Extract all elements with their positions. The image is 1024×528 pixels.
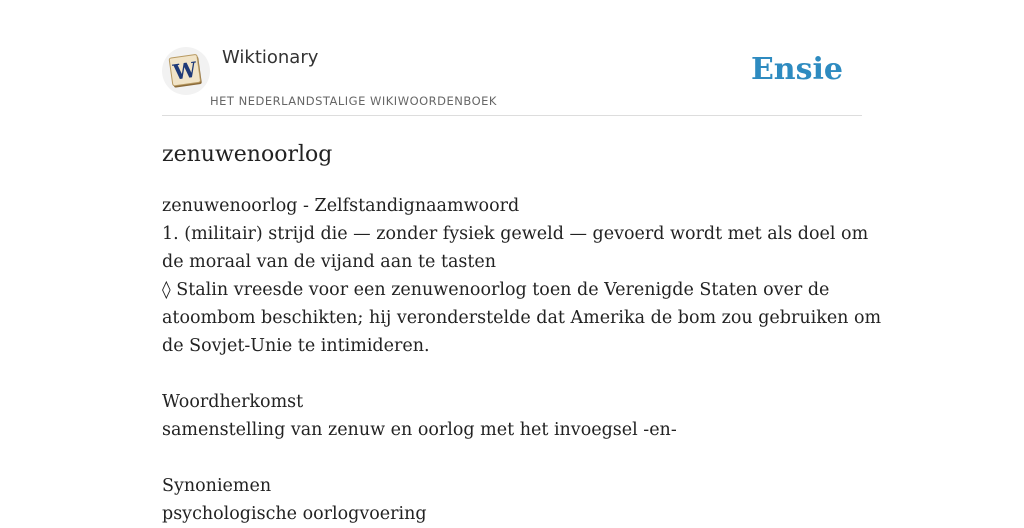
entry-title: zenuwenoorlog — [162, 142, 333, 167]
definition-line: 1. (militair) strijd die — zonder fysiek geweld — gevoerd wordt met als doel om — [162, 224, 869, 244]
wiktionary-logo-icon[interactable] — [162, 47, 210, 95]
etymology-text: samenstelling van zenuw en oorlog met het invoegsel -en- — [162, 420, 677, 440]
synonyms-heading: Synoniemen — [162, 476, 272, 496]
site-name[interactable]: Wiktionary — [222, 47, 319, 68]
entry-content — [162, 192, 882, 528]
logo-tile-icon — [162, 47, 210, 95]
word-type-line: zenuwenoorlog - Zelfstandignaamwoord — [162, 196, 520, 216]
synonyms-text[interactable]: psychologische oorlogvoering — [162, 504, 427, 524]
logo-letter: W — [171, 56, 199, 85]
example-line: atoombom beschikten; hij veronderstelde dat Amerika de bom zou gebruiken om — [162, 308, 882, 328]
example-line: ◊ Stalin vreesde voor een zenuwenoorlog toen de Verenigde Staten over de — [162, 280, 830, 300]
ensie-brand-logo[interactable]: Ensie — [750, 52, 843, 87]
header-divider — [162, 115, 862, 116]
example-line: de Sovjet-Unie te intimideren. — [162, 336, 430, 356]
etymology-heading: Woordherkomst — [162, 392, 304, 412]
definition-line: de moraal van de vijand aan te tasten — [162, 252, 497, 272]
spacer — [162, 444, 862, 472]
site-tagline: HET NEDERLANDSTALIGE WIKIWOORDENBOEK — [210, 94, 497, 108]
spacer — [162, 360, 862, 388]
